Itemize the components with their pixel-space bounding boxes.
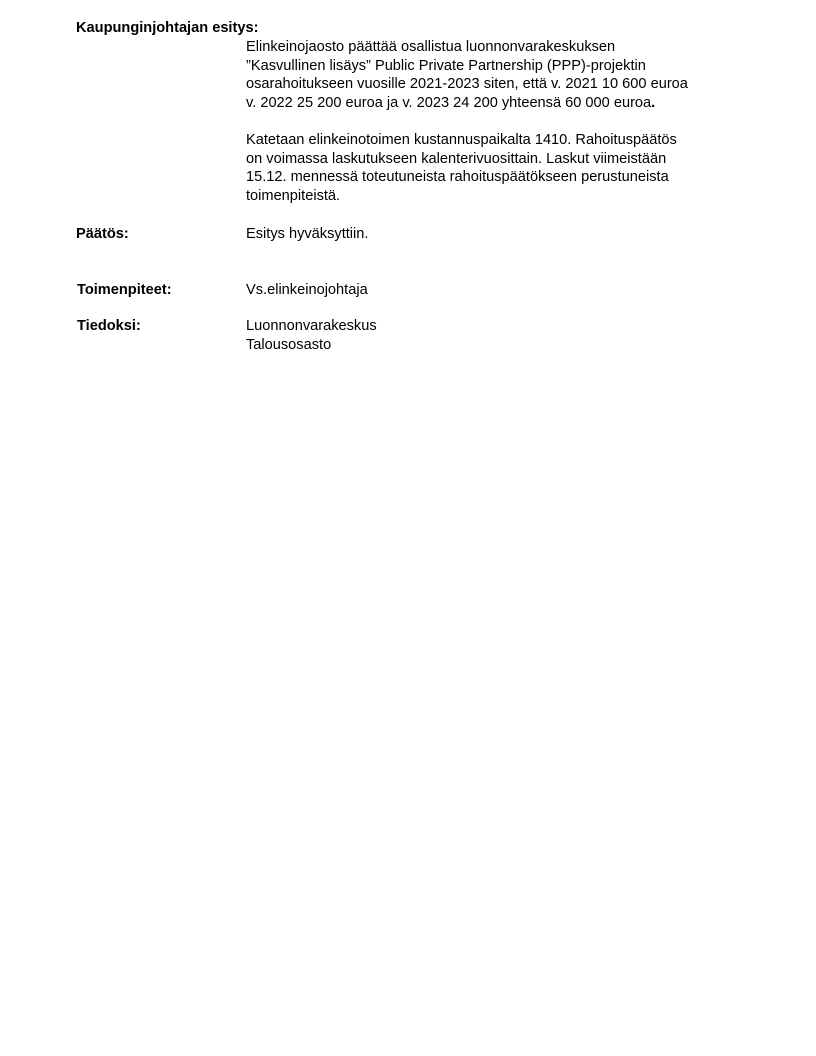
proposal-line: osarahoitukseen vuosille 2021-2023 siten, että v. 2021 10 600 euroa [246,76,688,93]
actions-text [246,281,746,300]
proposal-line-text: v. 2022 25 200 euroa ja v. 2023 24 200 yhteensä 60 000 euroa [246,94,652,111]
funding-line: Katetaan elinkeinotoimen kustannuspaikalta 1410. Rahoituspäätös [246,131,677,148]
proposal-end-mark: . [651,94,656,111]
for-information-label: Tiedoksi: [77,318,141,334]
decision-value: Esitys hyväksyttiin. [246,226,369,242]
decision-label: Päätös: [76,226,129,242]
decision-text [246,225,746,244]
actions-label: Toimenpiteet: [77,282,172,298]
proposal-line: Elinkeinojaosto päättää osallistua luonnonvarakeskuksen [246,39,616,55]
proposal-text [246,38,746,205]
recipient: Luonnonvarakeskus [246,318,377,334]
actions-value: Vs.elinkeinojohtaja [246,282,368,298]
proposal-label: Kaupunginjohtajan esitys: [76,20,259,36]
proposal-line: ”Kasvullinen lisäys” Public Private Partnership (PPP)-projektin [246,57,646,74]
recipient: Talousosasto [246,336,332,353]
funding-line: on voimassa laskutukseen kalenterivuosittain. Laskut viimeistään [246,150,667,167]
for-information-text [246,317,746,354]
funding-line: toimenpiteistä. [246,187,341,204]
paragraph-spacer [246,112,746,131]
funding-line: 15.12. mennessä toteutuneista rahoituspäätökseen perustuneista [246,169,669,186]
proposal-line [246,94,746,113]
